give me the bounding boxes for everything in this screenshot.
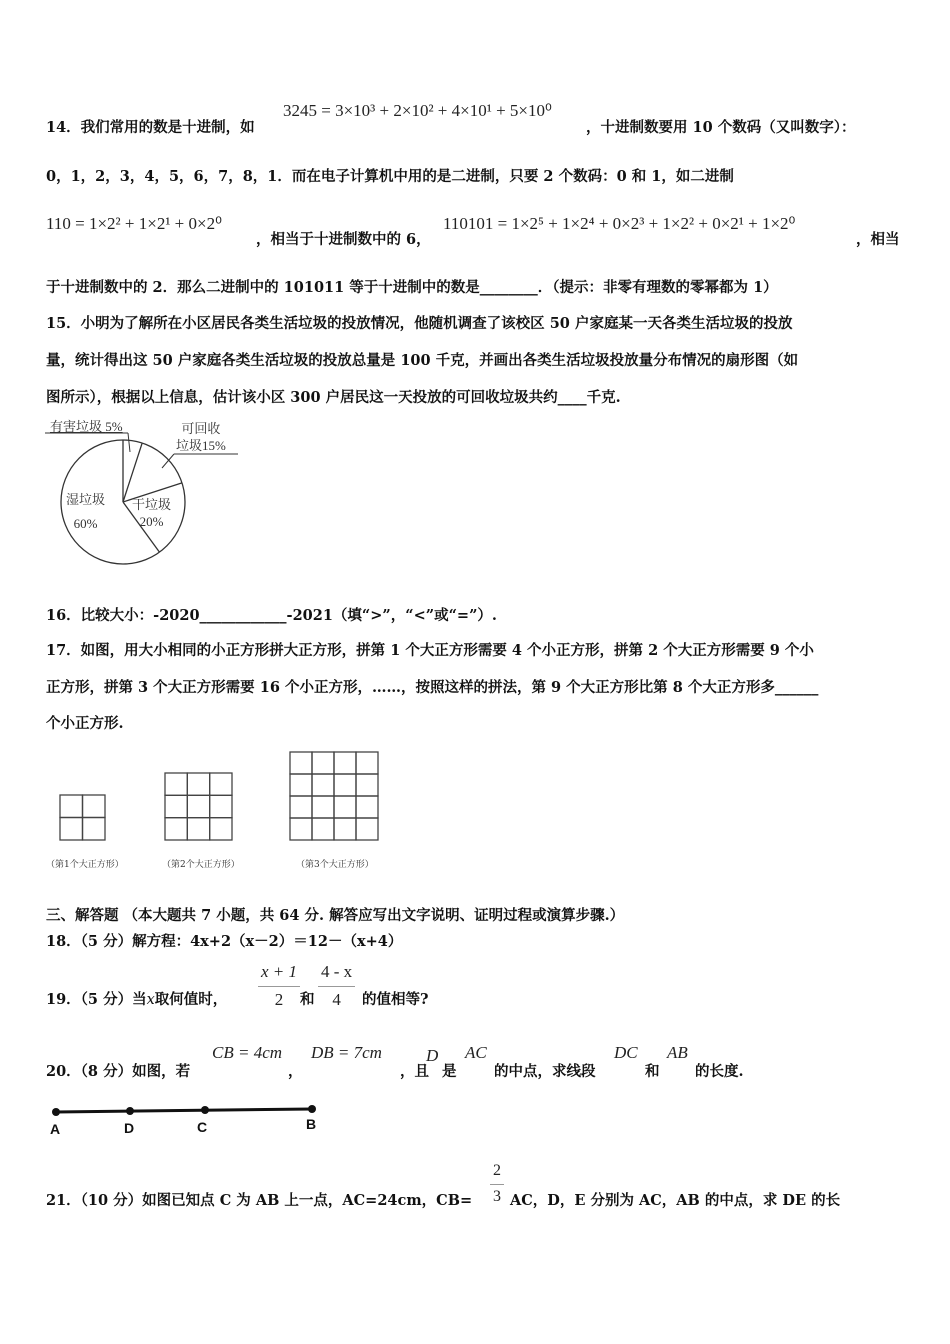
small-square — [290, 752, 312, 774]
small-square — [187, 795, 209, 817]
q19-mid: 取何值时， — [154, 991, 228, 1008]
q20-suffix: 的长度. — [695, 1063, 744, 1080]
segment-line — [56, 1109, 312, 1112]
q14-formula-binary-110: 110 = 1×2² + 1×2¹ + 0×2⁰ — [46, 214, 222, 233]
small-square — [187, 773, 209, 795]
small-square — [290, 796, 312, 818]
q15-line1: 15．小明为了解所在小区居民各类生活垃圾的投放情况，他随机调查了该校区 50 户家庭某一天各类生活垃圾的投放 — [46, 315, 793, 332]
big-square-3 — [290, 752, 378, 840]
squares-figure — [40, 748, 440, 848]
q19-line — [46, 988, 227, 1009]
small-square — [210, 773, 232, 795]
q18-text: 18．（5 分）解方程：4x+2（x－2）＝12－（x+4） — [46, 933, 403, 950]
q14-formula-binary-110101: 110101 = 1×2⁵ + 1×2⁴ + 0×2³ + 1×2² + 0×2¹ + 1×2⁰ — [443, 214, 796, 233]
q19-suffix: 的值相等? — [362, 991, 429, 1008]
point-b — [308, 1105, 316, 1113]
small-square — [356, 796, 378, 818]
small-square — [165, 773, 187, 795]
q14-text: 14．我们常用的数是十进制，如 — [46, 119, 255, 136]
label-a: A — [50, 1121, 61, 1137]
q20-and-also: ，且 — [400, 1063, 429, 1080]
point-a — [52, 1108, 60, 1116]
q20-comma: ， — [288, 1063, 303, 1080]
q20-d: D — [426, 1046, 439, 1065]
q19-and: 和 — [300, 991, 315, 1008]
q14-formula-decimal: 3245 = 3×10³ + 2×10² + 4×10¹ + 5×10⁰ — [283, 101, 552, 120]
small-square — [165, 818, 187, 840]
small-square — [312, 818, 334, 840]
small-square — [334, 774, 356, 796]
big-square-2 — [165, 773, 232, 840]
small-square — [312, 774, 334, 796]
label-b: B — [306, 1116, 317, 1132]
pie-slice-boundary-1 — [123, 443, 142, 502]
small-square — [334, 796, 356, 818]
q20-ab: AB — [667, 1043, 688, 1062]
q20-db: DB = 7cm — [311, 1043, 382, 1062]
small-square — [83, 818, 106, 841]
label-d: D — [124, 1120, 135, 1136]
q19-variable: x — [146, 992, 155, 1008]
q19-fraction-2: $\frac{4 - x}{4}$ — [318, 962, 355, 1010]
point-d — [126, 1107, 134, 1115]
q14-line1-end: ，十进制数要用 10 个数码（又叫数字）： — [586, 119, 856, 136]
figure-caption-1: （第1个大正方形） — [46, 860, 124, 870]
small-square — [334, 818, 356, 840]
small-square — [83, 795, 106, 818]
q14-line1 — [46, 116, 255, 137]
q15-line2: 量，统计得出这 50 户家庭各类生活垃圾的投放总量是 100 千克，并画出各类生活垃圾投放量分布情况的扇形图（如 — [46, 352, 799, 369]
small-square — [290, 774, 312, 796]
small-square — [290, 818, 312, 840]
small-square — [356, 818, 378, 840]
hazardous-pointer — [128, 433, 130, 452]
point-c — [201, 1106, 209, 1114]
q20-ac: AC — [465, 1043, 487, 1062]
q20-is: 是 — [442, 1063, 457, 1080]
q20-midpoint-text: 的中点，求线段 — [494, 1063, 596, 1080]
figure-caption-2: （第2个大正方形） — [162, 860, 240, 870]
q17-line3: 个小正方形. — [46, 715, 124, 732]
small-square — [210, 818, 232, 840]
small-square — [60, 818, 83, 841]
small-square — [60, 795, 83, 818]
q19-prefix: 19．（5 分）当 — [46, 991, 147, 1008]
small-square — [165, 795, 187, 817]
q20-cb: CB = 4cm — [212, 1043, 283, 1062]
pie-label-dry: 干垃圾 20% — [132, 497, 172, 529]
q16-line1: 16．比较大小：-2020____________-2021（填“>”，“<”或“=”）. — [46, 607, 497, 624]
q20-and: 和 — [645, 1063, 660, 1080]
small-square — [312, 796, 334, 818]
q20-dc: DC — [614, 1043, 638, 1062]
small-square — [356, 774, 378, 796]
q14-line3-mid: ，相当于十进制数中的 6， — [256, 231, 431, 248]
q21-fraction: $\frac{2}{3}$ — [490, 1162, 504, 1206]
pie-label-hazardous: 有害垃圾 5% — [50, 419, 123, 434]
small-square — [356, 752, 378, 774]
label-c: C — [197, 1119, 208, 1135]
q19-fraction-1: $\frac{x + 1}{2}$ — [258, 962, 300, 1010]
q15-line3: 图所示），根据以上信息，估计该小区 300 户居民这一天投放的可回收垃圾共约____千克. — [46, 389, 621, 406]
q14-line3-end: ，相当 — [856, 231, 900, 248]
big-square-1 — [60, 795, 105, 840]
pie-label-wet: 湿垃圾 60% — [66, 492, 106, 531]
q14-line2: 0，1，2，3，4，5，6，7，8，1．而在电子计算机中用的是二进制，只要 2 个数码：0 和 1，如二进制 — [46, 168, 734, 185]
q17-line1: 17．如图，用大小相同的小正方形拼大正方形，拼第 1 个大正方形需要 4 个小正方形，拼第 2 个大正方形需要 9 个小 — [46, 642, 814, 659]
section-title: 三、解答题 （本大题共 7 小题，共 64 分. 解答应写出文字说明、证明过程或演算步骤.） — [46, 907, 625, 924]
pie-label-recyclable: 可回收 垃圾15% — [176, 421, 226, 453]
q17-line2: 正方形，拼第 3 个大正方形需要 16 个小正方形，……，按照这样的拼法，第 9 个大正方形比第 8 个大正方形多______ — [46, 679, 819, 696]
pie-chart — [40, 410, 260, 580]
small-square — [210, 795, 232, 817]
q14-line4: 于十进制数中的 2．那么二进制中的 101011 等于十进制中的数是________．（提示：非零有理数的零幂都为 1） — [46, 279, 778, 296]
figure-caption-3: （第3个大正方形） — [296, 860, 374, 870]
segment-ab — [46, 1100, 346, 1120]
small-square — [334, 752, 356, 774]
q21-prefix: 21．（10 分）如图已知点 C 为 AB 上一点，AC=24cm，CB= — [46, 1192, 473, 1209]
small-square — [312, 752, 334, 774]
small-square — [187, 818, 209, 840]
q20-prefix: 20．（8 分）如图，若 — [46, 1063, 191, 1080]
q21-suffix: AC，D，E 分别为 AC，AB 的中点，求 DE 的长 — [510, 1192, 841, 1209]
